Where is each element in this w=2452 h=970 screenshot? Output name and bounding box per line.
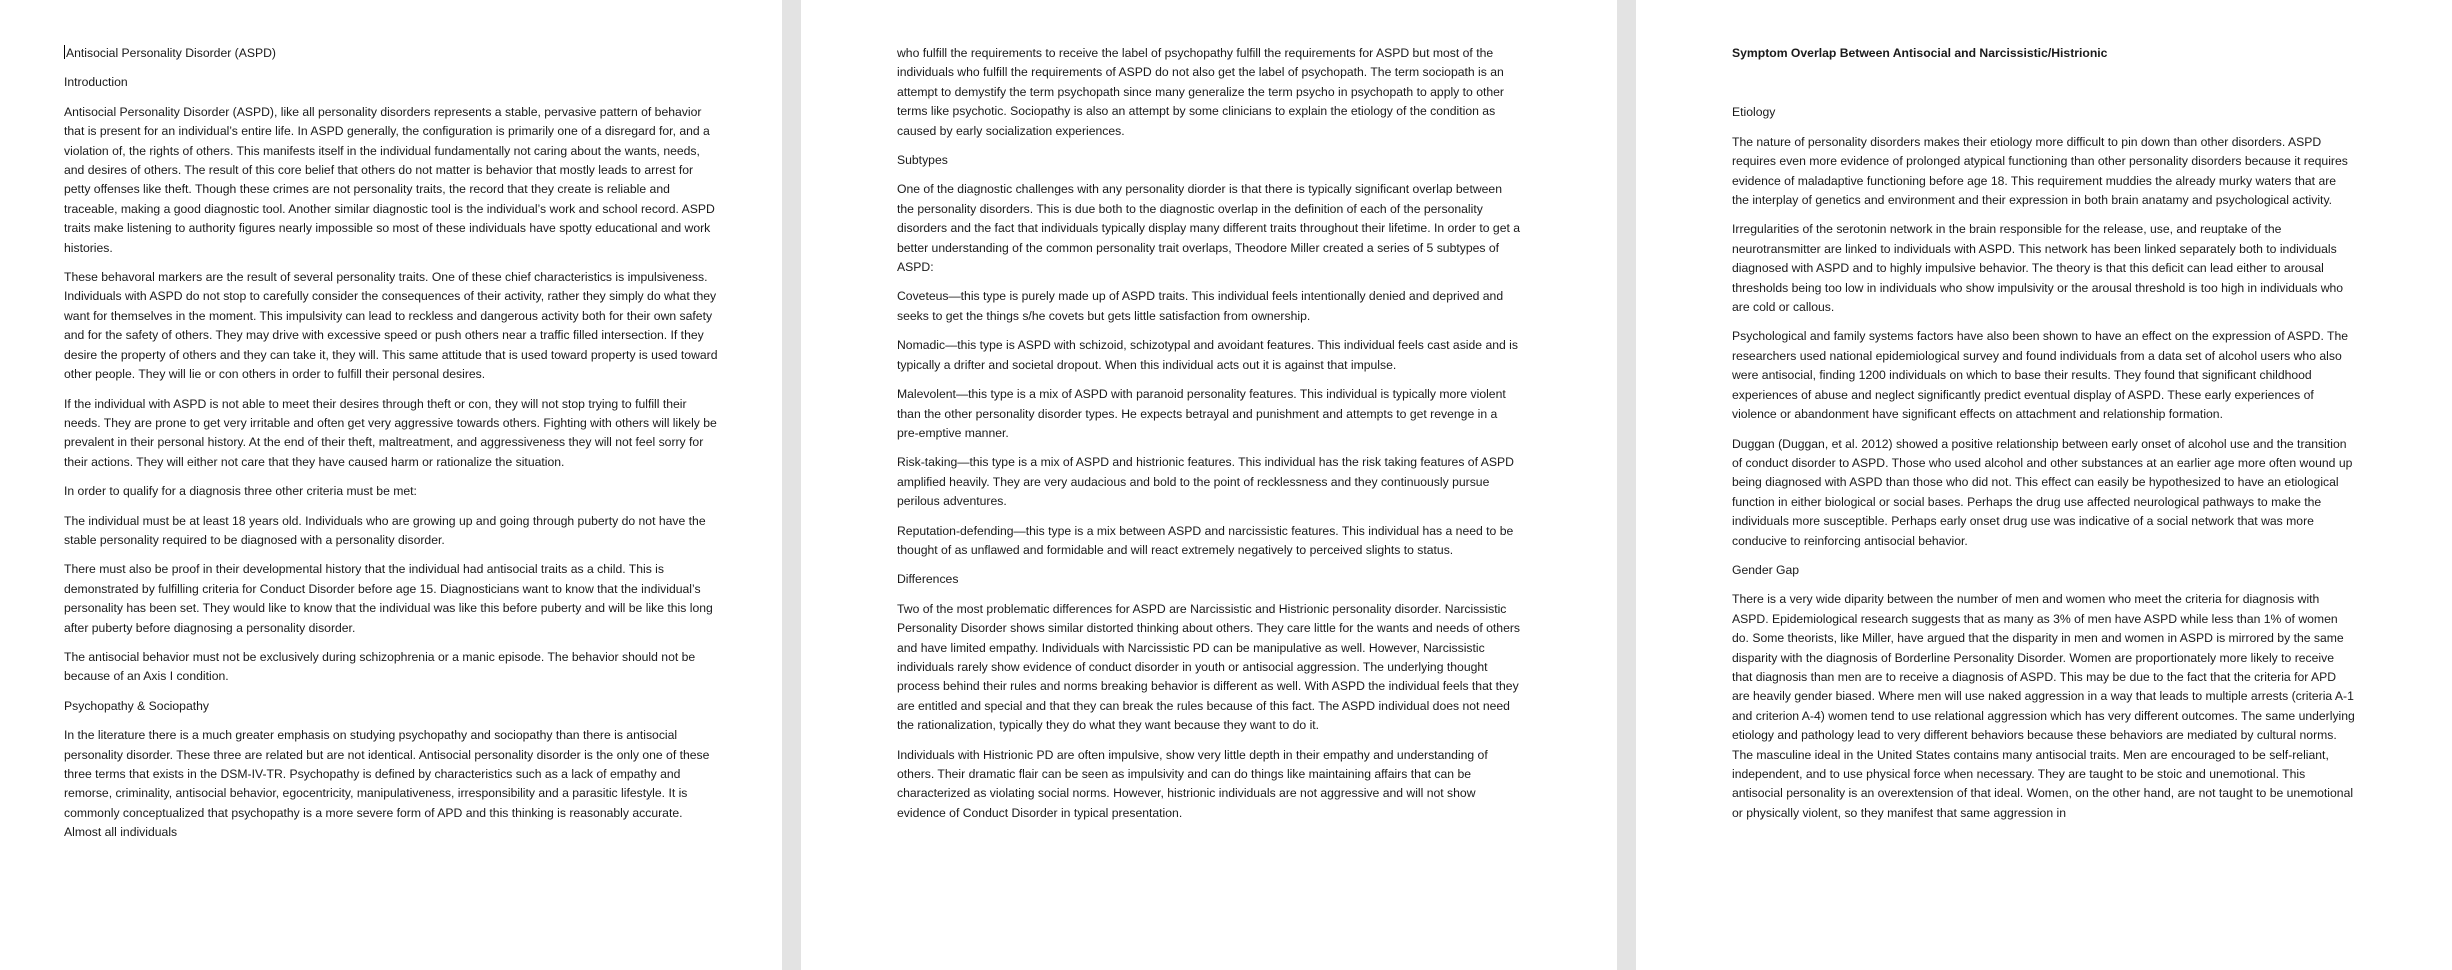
paragraph[interactable]: Duggan (Duggan, et al. 2012) showed a positive relationship between early onset of alcohol use and the transition of conduct disorder to ASPD. Those who used alcohol and other substances at an earlier age more often wound up being diagnosed with ASPD than those who did not. This effect can easily be hypothesized to have an etiological function in either biological or social bases. Perhaps the drug use affected neurological pathways to make the individuals more susceptible. Perhaps early onset drug use was indicative of a social network that was more conducive to reinforcing antisocial behavior. (1732, 436, 2353, 548)
paragraph[interactable]: Irregularities of the serotonin network in the brain responsible for the release, use, and reuptake of the neurotransmitter are linked to individuals with ASPD. This network has been linked separately both to individuals diagnosed with ASPD and to highly impulsive behavior. The theory is that this deficit can lead either to arousal thresholds being too low in individuals who show impulsivity or the arousal threshold is too high in individuals who are cold or callous. (1732, 222, 2344, 315)
paragraph[interactable]: In order to qualify for a diagnosis three other criteria must be met: (64, 484, 417, 499)
paragraph[interactable]: Risk-taking—this type is a mix of ASPD and histrionic features. This individual has the risk taking features of ASPD amplified heavily. They are very audacious and bold to the point of recklessness and they continuously pursue perilous adventures. (897, 455, 1514, 509)
heading-introduction[interactable]: Introduction (64, 75, 128, 90)
heading-symptom-overlap[interactable]: Symptom Overlap Between Antisocial and Narcissistic/Histrionic (1732, 46, 2108, 60)
paragraph[interactable]: Antisocial Personality Disorder (ASPD), like all personality disorders represents a stable, pervasive pattern of behavior that is present for an individual’s entire life. In ASPD generally, the configuration is primarily one of a disregard for, and a violation of, the rights of others. This manifests itself in the individual fundamentally not caring about the wants, needs, and desires of others. The result of this core belief that others do not matter is behavior that mostly leads to arrest for petty offenses like theft. Though these crimes are not personality traits, the record that they create is reliable and traceable, making a good diagnostic tool. Another similar diagnostic tool is the individual’s work and school record. ASPD traits make listening to authority figures nearly impossible so most of these individuals have spotty educational and work histories. (64, 104, 715, 255)
paragraph[interactable]: There must also be proof in their developmental history that the individual had antisocial traits as a child. This is demonstrated by fulfilling criteria for Conduct Disorder before age 15. Diagnosticians want to know that the individual’s personality has been set. They would like to know that the individual was like this before puberty and will be like this long after puberty before diagnosing a personality disorder. (64, 562, 713, 635)
document-title[interactable]: Antisocial Personality Disorder (ASPD) (66, 46, 276, 60)
paragraph[interactable]: who fulfill the requirements to receive the label of psychopathy fulfill the requirements for ASPD but most of the individuals who fulfill the requirements of ASPD do not also get the label of psychopath. The term sociopath is an attempt to demystify the term psychopath since many generalize the term psycho in psychopath to apply to other terms like psychotic. Sociopathy is also an attempt by some clinicians to explain the etiology of the condition as caused by early socialization experiences. (897, 46, 1504, 138)
paragraph[interactable]: In the literature there is a much greater emphasis on studying psychopathy and sociopathy than there is antisocial personality disorder. These three are related but are not identical. Antisocial personality disorder is the only one of these three terms that exists in the DSM-IV-TR. Psychopathy is defined by characteristics such as a lack of empathy and remorse, criminality, antisocial behavior, egocentricity, manipulativeness, irresponsibility and a parasitic lifestyle. It is commonly conceptualized that psychopathy is a more severe form of APD and this thinking is reasonably accurate. Almost all individuals (64, 728, 710, 840)
heading-etiology[interactable]: Etiology (1732, 105, 1776, 120)
page-2-content[interactable] (897, 44, 1521, 823)
blank-space (1732, 73, 2356, 103)
paragraph[interactable]: The nature of personality disorders makes their etiology more difficult to pin down than other disorders. ASPD requires even more evidence of prolonged atypical functioning than other personality disorders because it requires evidence of maladaptive functioning before age 18. This requirement muddies the already murky waters that are the interplay of genetics and environment and their expression in both brain anatamy and psychological activity. (1732, 134, 2348, 208)
document-page-2[interactable] (801, 0, 1617, 970)
text-cursor (64, 45, 65, 59)
paragraph[interactable]: The individual must be at least 18 years old. Individuals who are growing up and going through puberty do not have the stable personality required to be diagnosed with a personality disorder. (64, 513, 706, 547)
paragraph[interactable]: Coveteus—this type is purely made up of ASPD traits. This individual feels intentionally denied and deprived and seeks to get the things s/he covets but gets little satisfaction from ownership. (897, 289, 1504, 323)
paragraph[interactable]: Individuals with Histrionic PD are often impulsive, show very little depth in their empathy and understanding of others. Their dramatic flair can be seen as impulsivity and can do things like maintaining affairs that can be characterized as violating social norms. However, histrionic individuals are not aggressive and will not show evidence of Conduct Disorder in typical presentation. (897, 747, 1488, 820)
paragraph[interactable]: Psychological and family systems factors have also been shown to have an effect on the expression of ASPD. The researchers used national epidemiological survey and found individuals from a data set of alcohol users who also were antisocial, finding 1200 individuals on which to base their results. They found that significant childhood experiences of abuse and neglect significantly predict eventual display of ASPD. These early experiences of violence or abandonment have significant effects on attachment and relationship formation. (1732, 329, 2349, 422)
paragraph[interactable]: These behavoral markers are the result of several personality traits. One of these chief characteristics is impulsiveness. Individuals with ASPD do not stop to carefully consider the consequences of their activity, rather they simply do what they want for themselves in the moment. This impulsivity can lead to reckless and dangerous activity both for their own safety and for the safety of others. They may drive with excessive speed or push others near a traffic filled intersection. If they desire the property of others and they can take it, they will. This same attitude that is used toward property is used toward other people. They will lie or con others in order to fulfill their personal desires. (64, 270, 718, 382)
page-3-content[interactable] (1732, 44, 2356, 823)
paragraph[interactable]: The antisocial behavior must not be exclusively during schizophrenia or a manic episode. The behavior should not be because of an Axis I condition. (64, 649, 696, 684)
paragraph[interactable]: If the individual with ASPD is not able to meet their desires through theft or con, they will not stop trying to fulfill their needs. They are prone to get very irritable and often get very aggressive towards others. Fighting with others will likely be prevalent in their personal history. At the end of their theft, maltreatment, and aggressiveness they will not feel sorry for their actions. They will either not care that they have caused harm or rationalize the situation. (64, 396, 717, 469)
paragraph[interactable]: There is a very wide diparity between the number of men and women who meet the criteria for diagnosis with ASPD. Epidemiological research suggests that as many as 3% of men have ASPD while less than 1% of women do. Some theorists, like Miller, have argued that the disparity in men and women in ASPD is mirrored by the same disparity with the diagnosis of Borderline Personality Disorder. Women are proportionately more likely to receive that diagnosis than men are to receive a diagnosis of ASPD. This may be due to the fact that the criteria for APD are heavily gender biased. Where men will use naked aggression in a way that leads to multiple arrests (criteria A-1 and criterion A-4) women tend to use relational aggression which has very different outcomes. The same underlying etiology and pathology lead to very different behaviors because these behaviors are mediated by cultural norms. The masculine ideal in the United States contains many antisocial traits. Men are encouraged to be self-reliant, independent, and to use physical force when necessary. They are taught to be stoic and unemotional. This antisocial personality is an overextension of that ideal. Women, on the other hand, are not taught to be unemotional or physically violent, so they manifest that same aggression in (1732, 592, 2355, 820)
paragraph[interactable]: Nomadic—this type is ASPD with schizoid, schizotypal and avoidant features. This individual feels cast aside and is typically a drifter and societal dropout. When this individual acts out it is against that impulse. (897, 338, 1518, 372)
document-page-1[interactable] (0, 0, 782, 970)
heading-differences[interactable]: Differences (897, 572, 959, 587)
document-page-3[interactable] (1636, 0, 2452, 970)
heading-gender-gap[interactable]: Gender Gap (1732, 562, 1800, 577)
paragraph[interactable]: One of the diagnostic challenges with any personality diorder is that there is typically significant overlap between the personality disorders. This is due both to the diagnostic overlap in the definition of each of the personality disorders and the fact that individuals typically display many different traits throughout their lifetime. In order to get a better understanding of the common personality trait overlaps, Theodore Miller created a series of 5 subtypes of ASPD: (897, 182, 1521, 275)
page-1-content[interactable] (64, 44, 718, 843)
heading-psychopathy-sociopathy[interactable]: Psychopathy & Sociopathy (64, 698, 209, 713)
paragraph[interactable]: Two of the most problematic differences for ASPD are Narcissistic and Histrionic personality disorder. Narcissistic Personality Disorder shows similar distorted thinking about others. They care little for the wants and needs of others and have limited empathy. Individuals with Narcissistic PD can be manipulative as well. However, Narcissistic individuals rarely show evidence of conduct disorder in youth or antisocial aggression. The underlying thought process behind their rules and norms breaking behavior is different as well. With ASPD the individual feels that they are entitled and special and that they can break the rules because of this fact. The ASPD individual does not need the rationalization, typically they do what they want because they want to do it. (897, 601, 1521, 733)
heading-subtypes[interactable]: Subtypes (897, 153, 948, 168)
paragraph[interactable]: Malevolent—this type is a mix of ASPD with paranoid personality features. This individual is typically more violent than the other personality disorder types. He expects betrayal and punishment and attempts to get revenge in a pre-emptive manner. (897, 387, 1506, 440)
paragraph[interactable]: Reputation-defending—this type is a mix between ASPD and narcissistic features. This individual has a need to be thought of as unflawed and formidable and will react extremely negatively to perceived slights to status. (897, 523, 1514, 557)
